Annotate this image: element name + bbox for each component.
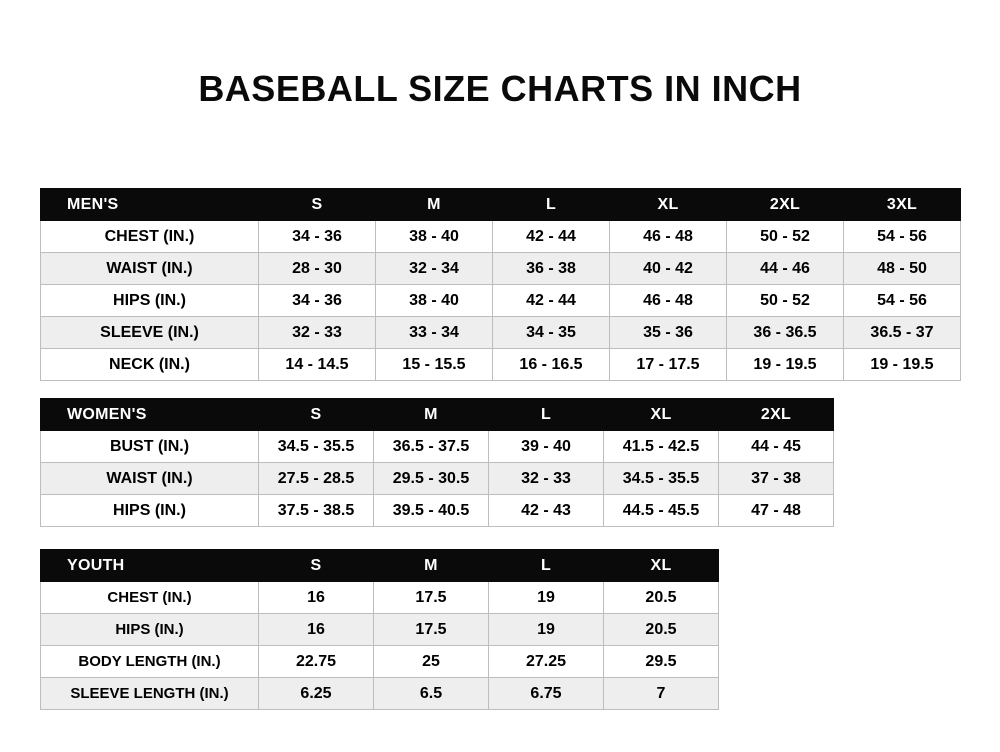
column-header-xl: XL (604, 399, 719, 431)
table-row (41, 221, 961, 253)
cell: 17.5 (374, 582, 489, 614)
row-label: CHEST (IN.) (41, 221, 259, 253)
column-header-s: S (259, 399, 374, 431)
cell: 14 - 14.5 (259, 349, 376, 381)
cell: 20.5 (604, 614, 719, 646)
table-row (41, 253, 961, 285)
row-label: HIPS (IN.) (41, 285, 259, 317)
table-row (41, 678, 719, 710)
cell: 33 - 34 (376, 317, 493, 349)
row-label: CHEST (IN.) (41, 582, 259, 614)
table-row (41, 431, 834, 463)
cell: 27.5 - 28.5 (259, 463, 374, 495)
cell: 34 - 36 (259, 221, 376, 253)
cell: 17.5 (374, 614, 489, 646)
column-header-3xl: 3XL (844, 189, 961, 221)
cell: 6.75 (489, 678, 604, 710)
cell: 16 (259, 582, 374, 614)
cell: 6.25 (259, 678, 374, 710)
row-label: BODY LENGTH (IN.) (41, 646, 259, 678)
cell: 36.5 - 37 (844, 317, 961, 349)
cell: 48 - 50 (844, 253, 961, 285)
cell: 32 - 34 (376, 253, 493, 285)
column-header-xl: XL (604, 550, 719, 582)
womens-size-chart (40, 398, 834, 527)
column-header-2xl: 2XL (727, 189, 844, 221)
cell: 29.5 - 30.5 (374, 463, 489, 495)
cell: 54 - 56 (844, 221, 961, 253)
table-row (41, 349, 961, 381)
cell: 35 - 36 (610, 317, 727, 349)
cell: 22.75 (259, 646, 374, 678)
column-header-l: L (493, 189, 610, 221)
column-header-m: M (374, 399, 489, 431)
cell: 42 - 43 (489, 495, 604, 527)
column-header-l: L (489, 550, 604, 582)
row-label: WAIST (IN.) (41, 463, 259, 495)
column-header-m: M (376, 189, 493, 221)
cell: 38 - 40 (376, 221, 493, 253)
cell: 44.5 - 45.5 (604, 495, 719, 527)
row-label: SLEEVE (IN.) (41, 317, 259, 349)
cell: 40 - 42 (610, 253, 727, 285)
cell: 34 - 35 (493, 317, 610, 349)
cell: 15 - 15.5 (376, 349, 493, 381)
cell: 42 - 44 (493, 221, 610, 253)
cell: 39.5 - 40.5 (374, 495, 489, 527)
cell: 36 - 38 (493, 253, 610, 285)
cell: 44 - 46 (727, 253, 844, 285)
row-label: WAIST (IN.) (41, 253, 259, 285)
table-header-row (41, 189, 961, 221)
column-header-2xl: 2XL (719, 399, 834, 431)
table-row (41, 495, 834, 527)
cell: 32 - 33 (259, 317, 376, 349)
table-row (41, 463, 834, 495)
table-row (41, 614, 719, 646)
cell: 50 - 52 (727, 221, 844, 253)
column-header-m: M (374, 550, 489, 582)
table-row (41, 285, 961, 317)
cell: 39 - 40 (489, 431, 604, 463)
page-title: BASEBALL SIZE CHARTS IN INCH (198, 68, 802, 109)
table-row (41, 646, 719, 678)
column-header-category: WOMEN'S (41, 399, 259, 431)
column-header-s: S (259, 550, 374, 582)
cell: 27.25 (489, 646, 604, 678)
cell: 16 (259, 614, 374, 646)
cell: 28 - 30 (259, 253, 376, 285)
table-header-row (41, 550, 719, 582)
cell: 41.5 - 42.5 (604, 431, 719, 463)
row-label: HIPS (IN.) (41, 614, 259, 646)
row-label: BUST (IN.) (41, 431, 259, 463)
cell: 46 - 48 (610, 285, 727, 317)
column-header-s: S (259, 189, 376, 221)
cell: 54 - 56 (844, 285, 961, 317)
cell: 19 (489, 614, 604, 646)
table-row (41, 582, 719, 614)
youth-size-chart (40, 549, 719, 710)
cell: 44 - 45 (719, 431, 834, 463)
cell: 32 - 33 (489, 463, 604, 495)
table-header-row (41, 399, 834, 431)
row-label: SLEEVE LENGTH (IN.) (41, 678, 259, 710)
cell: 38 - 40 (376, 285, 493, 317)
cell: 29.5 (604, 646, 719, 678)
cell: 16 - 16.5 (493, 349, 610, 381)
cell: 6.5 (374, 678, 489, 710)
column-header-xl: XL (610, 189, 727, 221)
mens-size-chart (40, 188, 961, 381)
cell: 17 - 17.5 (610, 349, 727, 381)
cell: 25 (374, 646, 489, 678)
row-label: HIPS (IN.) (41, 495, 259, 527)
column-header-l: L (489, 399, 604, 431)
cell: 19 - 19.5 (844, 349, 961, 381)
column-header-category: YOUTH (41, 550, 259, 582)
column-header-category: MEN'S (41, 189, 259, 221)
cell: 37 - 38 (719, 463, 834, 495)
cell: 36.5 - 37.5 (374, 431, 489, 463)
cell: 34.5 - 35.5 (604, 463, 719, 495)
cell: 36 - 36.5 (727, 317, 844, 349)
cell: 34.5 - 35.5 (259, 431, 374, 463)
cell: 47 - 48 (719, 495, 834, 527)
cell: 37.5 - 38.5 (259, 495, 374, 527)
row-label: NECK (IN.) (41, 349, 259, 381)
table-row (41, 317, 961, 349)
cell: 50 - 52 (727, 285, 844, 317)
cell: 46 - 48 (610, 221, 727, 253)
cell: 42 - 44 (493, 285, 610, 317)
cell: 20.5 (604, 582, 719, 614)
cell: 34 - 36 (259, 285, 376, 317)
cell: 19 - 19.5 (727, 349, 844, 381)
cell: 7 (604, 678, 719, 710)
cell: 19 (489, 582, 604, 614)
